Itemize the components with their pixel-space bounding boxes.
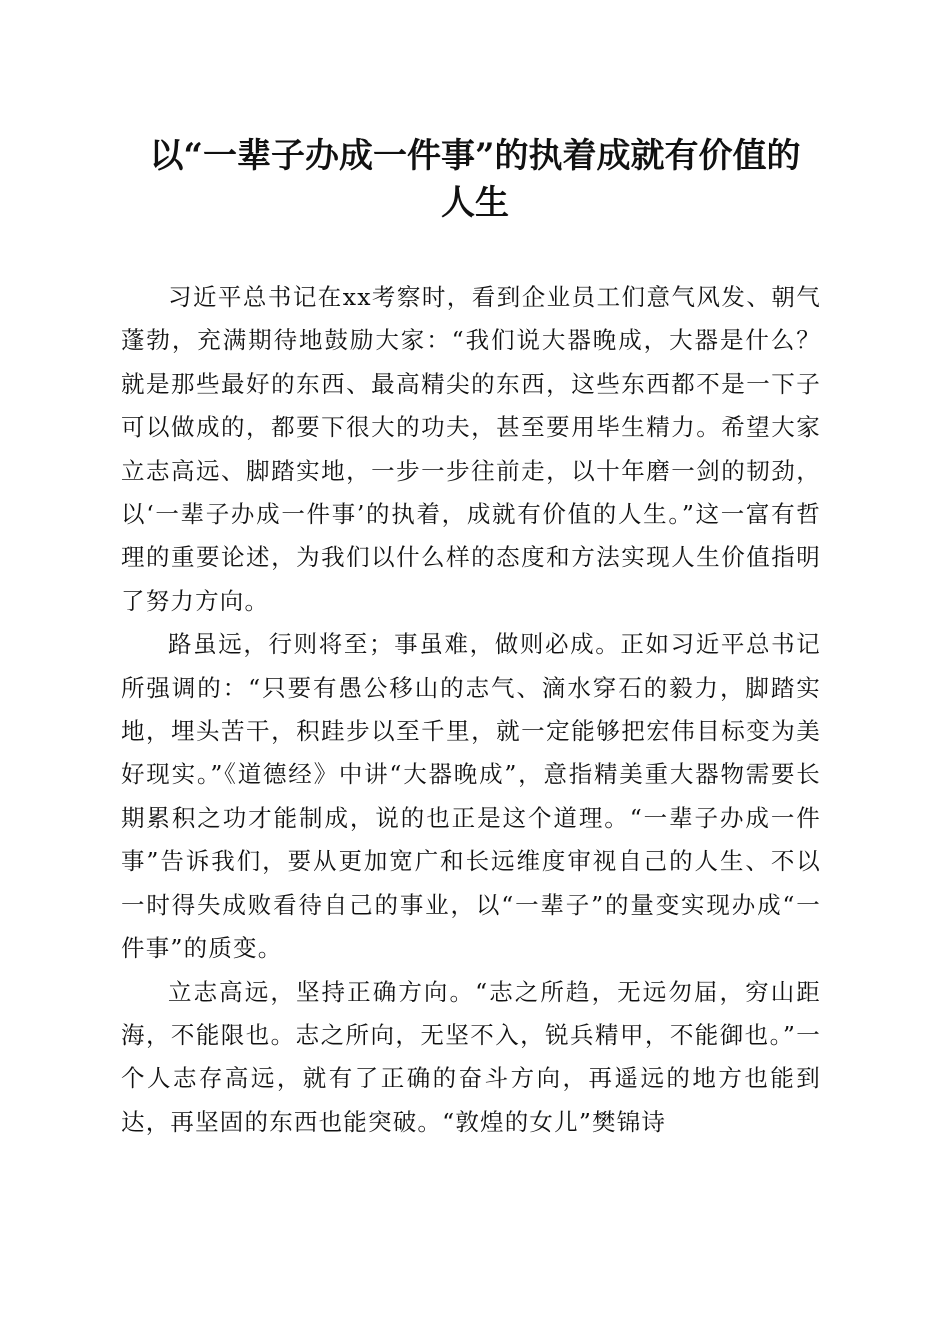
document-title-line-2: 人生 (441, 183, 509, 223)
paragraph-2: 路虽远，行则将至；事虽难，做则必成。正如习近平总书记所强调的：“只要有愚公移山的志气、滴水穿石的毅力，脚踏实地，埋头苦干，积跬步以至千里，就一定能够把宏伟目标变为美好现实。”《道德经》中讲“大器晚成”，意指精美重大器物需要长期累积之功才能制成，说的也正是这个道理。“一辈子办成一件事”告诉我们，要从更加宽广和长远维度审视自己的人生、不以一时得失成败看待自己的事业，以“一辈子”的量变实现办成“一件事”的质变。 (121, 630, 821, 963)
document-body (121, 276, 821, 1144)
document-title (100, 133, 850, 227)
document-title-line-1: 以“一辈子办成一件事”的执着成就有价值的 (149, 136, 801, 176)
paragraph-3: 立志高远，坚持正确方向。“志之所趋，无远勿届，穷山距海，不能限也。志之所向，无坚不入，锐兵精甲，不能御也。”一个人志存高远，就有了正确的奋斗方向，再遥远的地方也能到达，再坚固的东西也能突破。“敦煌的女儿”樊锦诗 (121, 977, 821, 1136)
paragraph-1: 习近平总书记在xx考察时，看到企业员工们意气风发、朝气蓬勃，充满期待地鼓励大家：“我们说大器晚成，大器是什么？就是那些最好的东西、最高精尖的东西，这些东西都不是一下子可以做成的，都要下很大的功夫，甚至要用毕生精力。希望大家立志高远、脚踏实地，一步一步往前走，以十年磨一剑的韧劲，以‘一辈子办成一件事’的执着，成就有价值的人生。”这一富有哲理的重要论述，为我们以什么样的态度和方法实现人生价值指明了努力方向。 (121, 283, 821, 615)
